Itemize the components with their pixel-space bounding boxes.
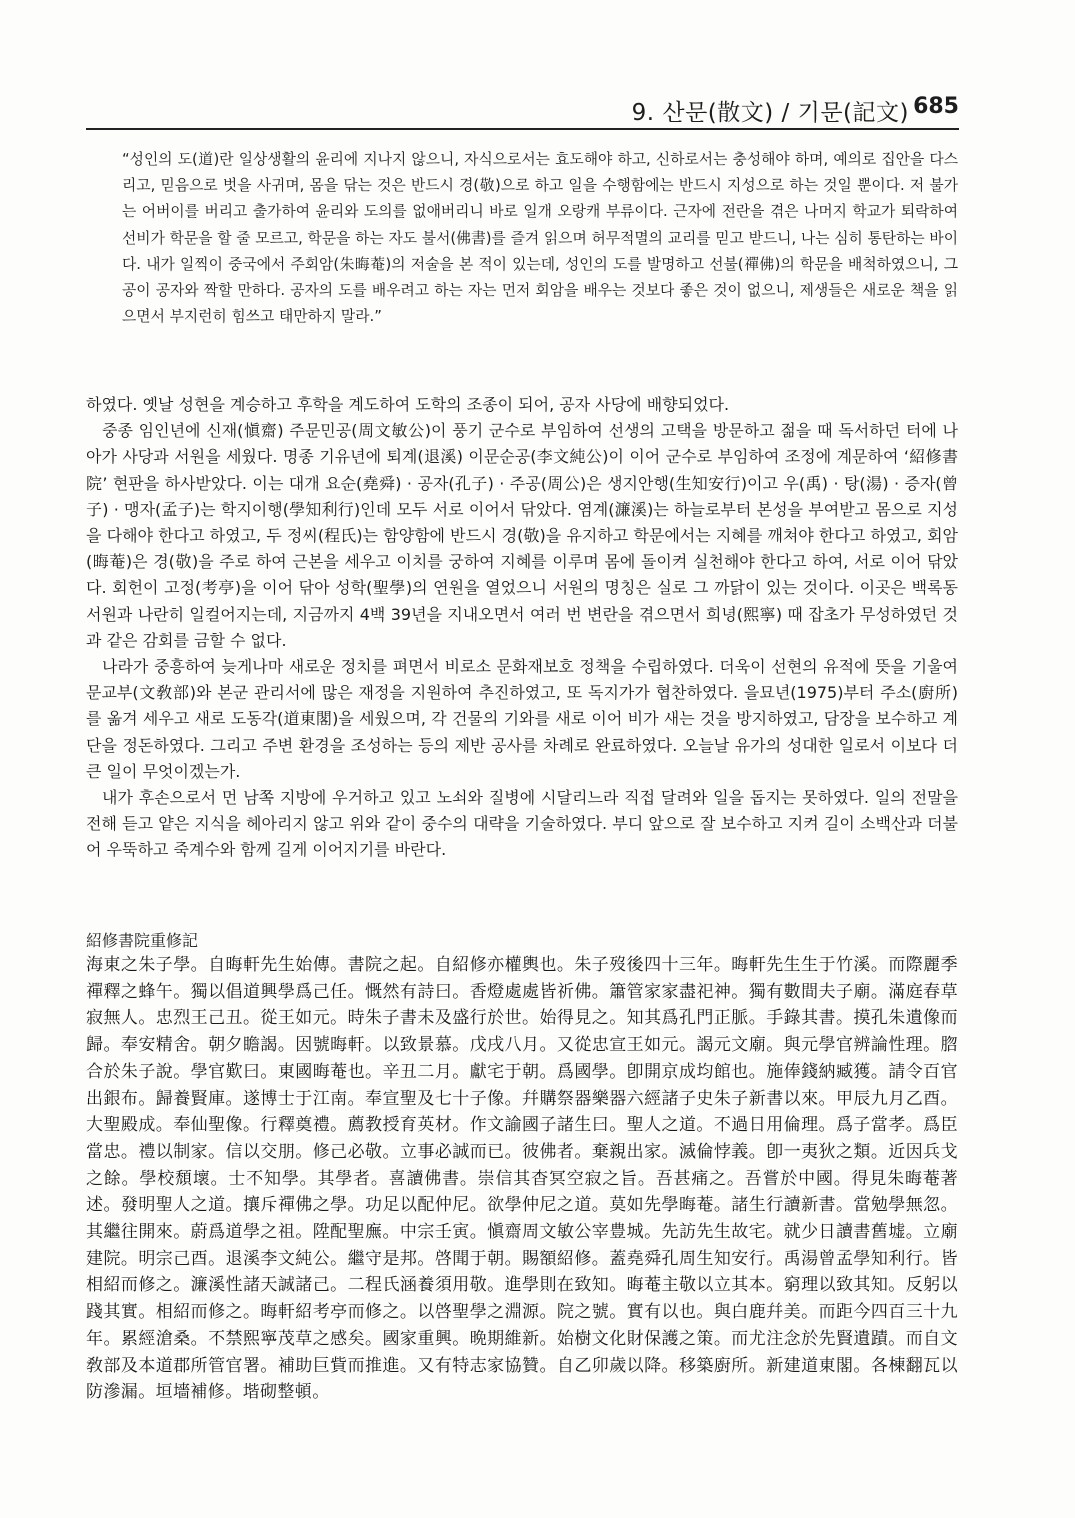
hanmun-title: 紹修書院重修記	[86, 931, 199, 950]
quote-text: “성인의 도(道)란 일상생활의 윤리에 지나지 않으니, 자식으로서는 효도해야 하고, 신하로서는 충성해야 하며, 예의로 집안을 다스리고, 믿음으로 벗을 사귀며, 몸을 닦는 것은 반드시 경(敬)으로 하고 일을 수행함에는 반드시 지성으로 하는 것일 뿐이다. 저 불가는 어버이를 버리고 출가하여 윤리와 도의를 없애버리니 바로 일개 오랑캐 부류이다. 근자에 전란을 겪은 나머지 학교가 퇴락하여 선비가 학문을 할 줄 모르고, 학문을 하는 자도 불서(佛書)를 즐겨 읽으며 허무적멸의 교리를 믿고 받드니, 나는 심히 통탄하는 바이다. 내가 일찍이 중국에서 주회암(朱晦菴)의 저술을 본 적이 있는데, 성인의 도를 발명하고 선불(禪佛)의 학문을 배척하였으니, 그 공이 공자와 짝할 만하다. 공자의 도를 배우려고 하는 자는 먼저 회암을 배우는 것보다 좋은 것이 없으니, 제생들은 새로운 책을 읽으면서 부지런히 힘쓰고 태만하지 말라.”	[122, 151, 958, 326]
quoted-passage	[122, 147, 958, 330]
paragraph-2: 중종 임인년에 신재(愼齋) 주문민공(周文敏公)이 풍기 군수로 부임하여 선생의 고택을 방문하고 젊을 때 독서하던 터에 나아가 사당과 서원을 세웠다. 명종 기유년에 퇴계(退溪) 이문순공(李文純公)이 이어 군수로 부임하여 조정에 계문하여 ‘紹修書院’ 현판을 하사받았다. 이는 대개 요순(堯舜) · 공자(孔子) · 주공(周公)은 생지안행(生知安行)이고 우(禹) · 탕(湯) · 증자(曾子) · 맹자(孟子)는 학지이행(學知利行)인데 모두 서로 이어서 닦았다. 염계(濂溪)는 하늘로부터 본성을 부여받고 몸으로 지성을 다해야 한다고 하였고, 두 정씨(程氏)는 함양함에 반드시 경(敬)을 유지하고 학문에서는 지혜를 깨쳐야 한다고 하였고, 회암(晦菴)은 경(敬)을 주로 하여 근본을 세우고 이치를 궁하여 지혜를 이루며 몸에 돌이켜 실천해야 한다고 하여, 서로 이어 닦았다. 회헌이 고정(考亭)을 이어 닦아 성학(聖學)의 연원을 열었으니 서원의 명칭은 실로 그 까닭이 있는 것이다. 이곳은 백록동서원과 나란히 일컬어지는데, 지금까지 4백 39년을 지내오면서 여러 번 변란을 겪으면서 희녕(熙寧) 때 잡초가 무성하였던 것과 같은 감회를 금할 수 없다.	[86, 421, 958, 650]
paragraph-3: 나라가 중흥하여 늦게나마 새로운 정치를 펴면서 비로소 문화재보호 정책을 수립하였다. 더욱이 선현의 유적에 뜻을 기울여 문교부(文敎部)와 본군 관리서에 많은 재정을 지원하여 추진하였고, 또 독지가가 협찬하였다. 을묘년(1975)부터 주소(廚所)를 옮겨 세우고 새로 도동각(道東閣)을 세웠으며, 각 건물의 기와를 새로 이어 비가 새는 것을 방지하였고, 담장을 보수하고 계단을 정돈하였다. 그리고 주변 환경을 조성하는 등의 제반 공사를 차례로 완료하였다. 오늘날 유가의 성대한 일로서 이보다 더 큰 일이 무엇이겠는가.	[86, 657, 958, 781]
page-number: 685	[913, 94, 959, 119]
body-text	[86, 392, 958, 864]
hanmun-text-block	[86, 952, 958, 1406]
chapter-title: 9. 산문(散文) / 기문(記文)	[631, 100, 909, 126]
paragraph-1: 하였다. 옛날 성현을 계승하고 후학을 계도하여 도학의 조종이 되어, 공자 사당에 배향되었다.	[86, 395, 730, 414]
page-header	[86, 92, 959, 130]
paragraph-4: 내가 후손으로서 먼 남쪽 지방에 우거하고 있고 노쇠와 질병에 시달리느라 직접 달려와 일을 돕지는 못하였다. 일의 전말을 전해 듣고 얕은 지식을 헤아리지 않고 위와 같이 중수의 대략을 기술하였다. 부디 앞으로 잘 보수하고 지켜 길이 소백산과 더불어 우뚝하고 죽계수와 함께 길게 이어지기를 바란다.	[86, 788, 958, 860]
hanmun-text: 海東之朱子學。自晦軒先生始傳。書院之起。自紹修亦權輿也。朱子歿後四十三年。晦軒先生生于竹溪。而際麗季禪釋之蜂午。獨以倡道興學爲己任。慨然有詩曰。香燈處處皆祈佛。簫管家家盡祀神。獨有數間夫子廟。滿庭春草寂無人。忠烈王己丑。從王如元。時朱子書未及盛行於世。始得見之。知其爲孔門正脈。手錄其書。摸孔朱遺像而歸。奉安精舍。朝夕瞻謁。因號晦軒。以致景慕。戊戌八月。又從忠宣王如元。謁元文廟。與元學官辨論性理。脗合於朱子說。學官歎曰。東國晦菴也。辛丑二月。獻宅于朝。爲國學。卽開京成均館也。施俸錢納臧獲。請令百官出銀布。歸養賢庫。遂博士于江南。奉宣聖及七十子像。幷購祭器樂器六經諸子史朱子新書以來。甲辰九月乙酉。大聖殿成。奉仙聖像。行釋奠禮。薦教授育英材。作文諭國子諸生曰。聖人之道。不過日用倫理。爲子當孝。爲臣當忠。禮以制家。信以交朋。修己必敬。立事必誠而已。彼佛者。棄親出家。滅倫悖義。卽一夷狄之類。近因兵戈之餘。學校頹壞。士不知學。其學者。喜讀佛書。崇信其杳冥空寂之旨。吾甚痛之。吾嘗於中國。得見朱晦菴著述。發明聖人之道。攘斥禪佛之學。功足以配仲尼。欲學仲尼之道。莫如先學晦菴。諸生行讀新書。當勉學無忽。其繼往開來。蔚爲道學之祖。陞配聖廡。中宗壬寅。愼齋周文敏公宰豊城。先訪先生故宅。就少日讀書舊墟。立廟建院。明宗己酉。退溪李文純公。繼守是邦。啓聞于朝。賜額紹修。蓋堯舜孔周生知安行。禹湯曾孟學知利行。皆相紹而修之。濂溪性諸天誠諸己。二程氏涵養須用敬。進學則在致知。晦菴主敬以立其本。窮理以致其知。反躬以踐其實。相紹而修之。晦軒紹考亭而修之。以啓聖學之淵源。院之號。實有以也。與白鹿幷美。而距今四百三十九年。累經滄桑。不禁熙寧茂草之感矣。國家重興。晩期維新。始樹文化財保護之策。而尤注念於先賢遺蹟。而自文敎部及本道郡所管官署。補助巨貲而推進。又有特志家協贊。自乙卯歲以降。移築廚所。新建道東閣。各棟翻瓦以防滲漏。垣墻補修。堦砌整頓。	[86, 955, 958, 1403]
